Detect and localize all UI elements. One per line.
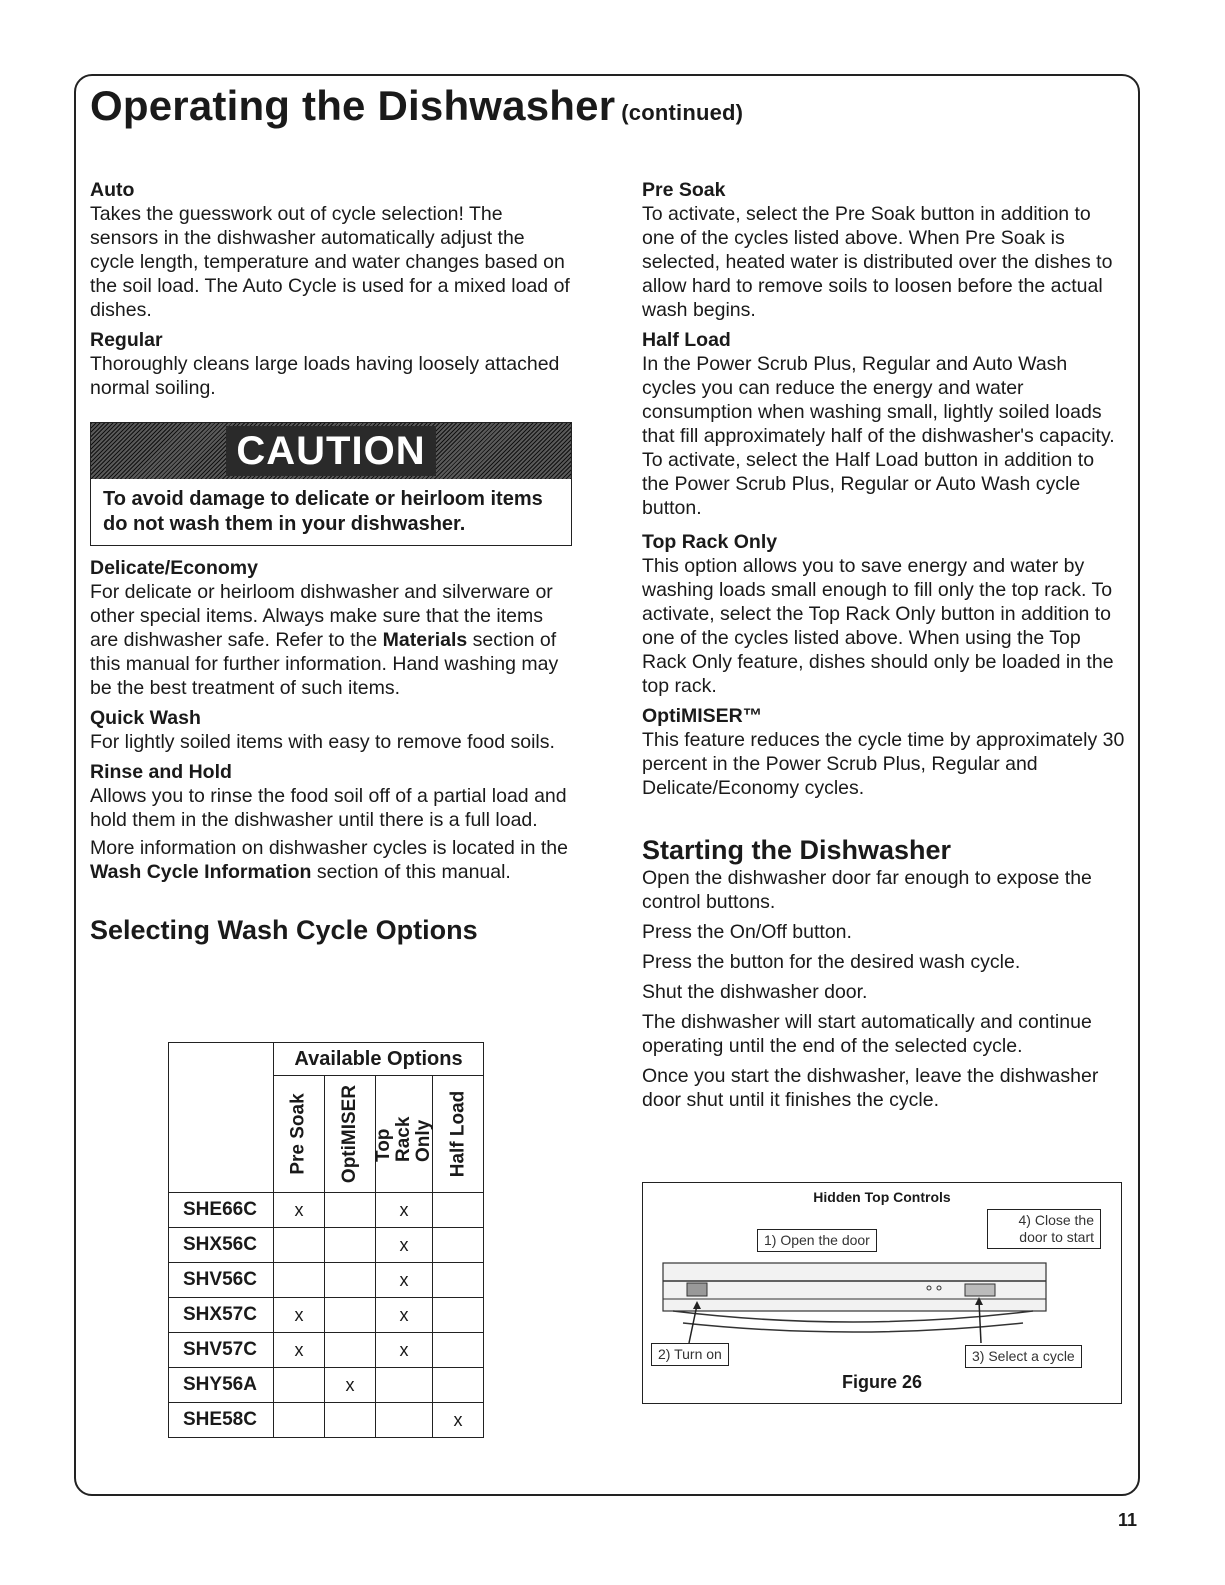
col-header-pre-soak: Pre Soak (274, 1076, 325, 1193)
caution-word: CAUTION (226, 426, 435, 476)
table-row (169, 1333, 484, 1368)
continued-label: (continued) (621, 100, 744, 125)
figure-caption: Figure 26 (841, 1372, 923, 1392)
top-rack-heading: Top Rack Only (642, 531, 778, 553)
option-cell: x (433, 1403, 484, 1438)
model-cell: SHV57C (169, 1333, 274, 1368)
option-cell: x (376, 1333, 433, 1368)
option-cell (325, 1263, 376, 1298)
rinse-text: Allows you to rinse the food soil off of a partial load and hold them in the dishwasher until there is a full load. (90, 785, 567, 831)
option-cell: x (376, 1263, 433, 1298)
model-cell: SHX56C (169, 1228, 274, 1263)
figure-title: Hidden Top Controls (813, 1189, 951, 1205)
quick-text: For lightly soiled items with easy to remove food soils. (90, 731, 555, 753)
materials-ref: Materials (382, 629, 468, 651)
table-row (169, 1193, 484, 1228)
wash-cycle-info-ref: Wash Cycle Information (90, 861, 312, 883)
col-header-optimiser: OptiMISER (325, 1076, 376, 1193)
regular-heading: Regular (90, 329, 163, 351)
option-cell (433, 1193, 484, 1228)
option-cell: x (376, 1193, 433, 1228)
callout-open-door: 1) Open the door (757, 1229, 877, 1252)
table-row (169, 1228, 484, 1263)
model-cell: SHX57C (169, 1298, 274, 1333)
page-number: 11 (1117, 1510, 1137, 1530)
model-cell: SHV56C (169, 1263, 274, 1298)
caution-banner (91, 423, 571, 479)
start-step-5: The dishwasher will start automatically and continue operating until the end of the selected cycle. (642, 1011, 1092, 1057)
option-cell: x (376, 1298, 433, 1333)
table-row (169, 1298, 484, 1333)
option-cell (325, 1333, 376, 1368)
callout-close-door: 4) Close the door to start (987, 1209, 1101, 1249)
left-column (90, 178, 570, 946)
start-step-1: Open the dishwasher door far enough to expose the control buttons. (642, 867, 1092, 913)
regular-text: Thoroughly cleans large loads having loosely attached normal soiling. (90, 353, 560, 399)
table-corner-cell (169, 1043, 274, 1193)
quick-heading: Quick Wash (90, 707, 201, 729)
table-row (169, 1263, 484, 1298)
option-cell (325, 1298, 376, 1333)
option-cell (274, 1368, 325, 1403)
auto-heading: Auto (90, 179, 135, 201)
top-rack-text: This option allows you to save energy and water by washing loads small enough to fill only the top rack. To activate, select the Top Rack Only button in addition to one of the cycles listed above. When using the Top Rack Only feature, dishes should only be loaded in the top rack. (642, 555, 1114, 697)
option-cell (325, 1228, 376, 1263)
optimiser-heading: OptiMISER™ (642, 705, 763, 727)
page-title: Operating the Dishwasher (continued) (90, 82, 744, 129)
delicate-heading: Delicate/Economy (90, 557, 258, 579)
starting-section-title: Starting the Dishwasher (642, 835, 952, 865)
option-cell: x (274, 1298, 325, 1333)
table-row (169, 1403, 484, 1438)
callout-select-cycle: 3) Select a cycle (965, 1345, 1082, 1368)
start-step-4: Shut the dishwasher door. (642, 981, 868, 1003)
presoak-heading: Pre Soak (642, 179, 726, 201)
option-cell: x (325, 1368, 376, 1403)
start-step-6: Once you start the dishwasher, leave the dishwasher door shut until it finishes the cycle. (642, 1065, 1099, 1111)
caution-text: To avoid damage to delicate or heirloom items do not wash them in your dishwasher. (103, 488, 543, 535)
option-cell (325, 1193, 376, 1228)
figure-hidden-controls (642, 1182, 1122, 1404)
option-cell (433, 1333, 484, 1368)
model-cell: SHE58C (169, 1403, 274, 1438)
option-cell (274, 1228, 325, 1263)
half-load-text: In the Power Scrub Plus, Regular and Auto Wash cycles you can reduce the energy and water consumption when washing small, lightly soiled loads that fill approximately half of the dishwasher's capacity. To activate, select the Half Load button in addition to the Power Scrub Plus, Regular or Auto Wash cycle button. (642, 353, 1115, 519)
available-options-header: Available Options (274, 1043, 484, 1076)
option-cell (433, 1368, 484, 1403)
option-cell (274, 1403, 325, 1438)
start-step-2: Press the On/Off button. (642, 921, 852, 943)
option-cell: x (274, 1193, 325, 1228)
delicate-text: For delicate or heirloom dishwasher and silverware or other special items. Always make sure that the items are dishwasher safe. Refer to the Materials section of this manual for further information. Hand washing may be the best treatment of such items. (90, 581, 559, 699)
auto-text: Takes the guesswork out of cycle selection! The sensors in the dishwasher automatically adjust the cycle length, temperature and water changes based on the soil load. The Auto Cycle is used for a mixed load of dishes. (90, 203, 570, 321)
option-cell: x (274, 1333, 325, 1368)
table-row (169, 1368, 484, 1403)
callout-turn-on: 2) Turn on (651, 1343, 729, 1366)
presoak-text: To activate, select the Pre Soak button in addition to one of the cycles listed above. When Pre Soak is selected, heated water is distributed over the dishes to allow hard to remove soils to loosen before the actual wash begins. (642, 203, 1113, 321)
option-cell (274, 1263, 325, 1298)
option-cell (325, 1403, 376, 1438)
option-cell: x (376, 1228, 433, 1263)
model-cell: SHY56A (169, 1368, 274, 1403)
rinse-heading: Rinse and Hold (90, 761, 232, 783)
option-cell (433, 1263, 484, 1298)
col-header-half-load: Half Load (433, 1076, 484, 1193)
options-section-title: Selecting Wash Cycle Options (90, 915, 478, 945)
half-load-heading: Half Load (642, 329, 731, 351)
optimiser-text: This feature reduces the cycle time by approximately 30 percent in the Power Scrub Plus, Regular and Delicate/Economy cycles. (642, 729, 1125, 799)
col-header-top-rack-only: Top Rack Only (376, 1076, 433, 1193)
option-cell (433, 1228, 484, 1263)
caution-box (90, 422, 572, 546)
option-cell (376, 1403, 433, 1438)
model-cell: SHE66C (169, 1193, 274, 1228)
more-info-text: More information on dishwasher cycles is located in the Wash Cycle Information section of this manual. (90, 837, 568, 883)
option-cell (376, 1368, 433, 1403)
start-step-3: Press the button for the desired wash cycle. (642, 951, 1021, 973)
option-cell (433, 1298, 484, 1333)
right-column (642, 178, 1126, 1112)
options-table (168, 1042, 484, 1438)
